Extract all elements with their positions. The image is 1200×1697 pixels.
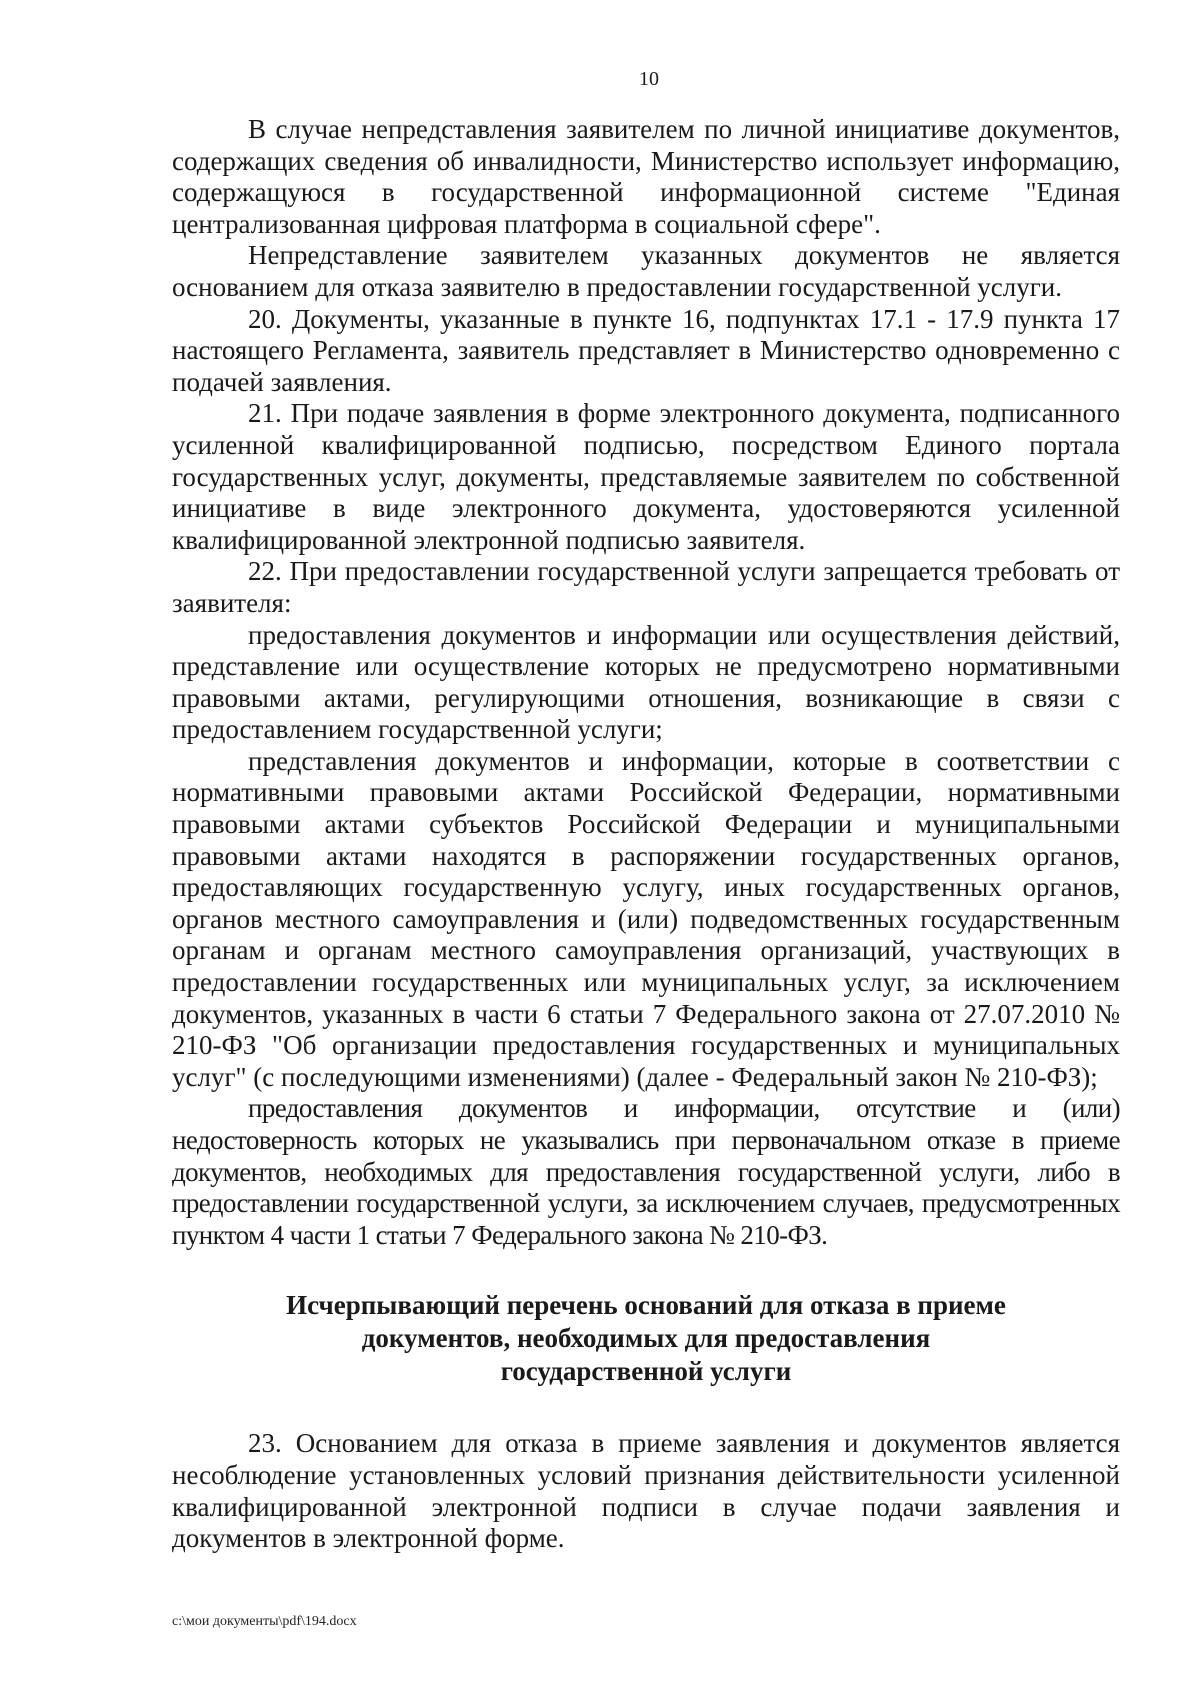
- paragraph-22: 22. При предоставлении государственной услуги запрещается требовать от заявителя:: [172, 556, 1120, 618]
- page-number: 10: [639, 68, 659, 90]
- paragraph-20: 20. Документы, указанные в пункте 16, подпунктах 17.1 - 17.9 пункта 17 настоящего Регламента, заявитель представляет в Министерство одновременно с подачей заявления.: [172, 303, 1120, 397]
- section-heading-line: государственной услуги: [500, 1356, 792, 1387]
- file-path-footer: c:\мои документы\pdf\194.docx: [172, 1614, 357, 1629]
- document-body: [172, 114, 1120, 1555]
- paragraph-22-item-2: представления документов и информации, которые в соответствии с нормативными правовыми актами Российской Федерации, нормативными правовыми актами субъектов Российской Федерации и муниципальными правовыми актами находятся в распоряжении государственных органов, предоставляющих государственную услугу, иных государственных органов, органов местного самоуправления и (или) подведомственных государственным органам и органам местного самоуправления организаций, участвующих в предоставлении государственных или муниципальных услуг, за исключением документов, указанных в части 6 статьи 7 Федерального закона от 27.07.2010 № 210-ФЗ "Об организации предоставления государственных и муниципальных услуг" (с последующими изменениями) (далее - Федеральный закон № 210-ФЗ);: [172, 745, 1120, 1092]
- paragraph-22-item-3: предоставления документов и информации, отсутствие и (или) недостоверность которых не указывались при первоначальном отказе в приеме документов, необходимых для предоставления государственной услуги, либо в предоставлении государственной услуги, за исключением случаев, предусмотренных пунктом 4 части 1 статьи 7 Федерального закона № 210-ФЗ.: [172, 1093, 1120, 1250]
- paragraph-non-submission: Непредставление заявителем указанных документов не является основанием для отказа заявителю в предоставлении государственной услуги.: [172, 240, 1120, 302]
- paragraph-23: 23. Основанием для отказа в приеме заявления и документов является несоблюдение установленных условий признания действительности усиленной квалифицированной электронной подписи в случае подачи заявления и документов в электронной форме.: [172, 1428, 1120, 1554]
- paragraph-disability-info: В случае непредставления заявителем по личной инициативе документов, содержащих сведения об инвалидности, Министерство использует информацию, содержащуюся в государственной информационной системе "Единая централизованная цифровая платформа в социальной сфере".: [172, 114, 1120, 239]
- paragraph-22-item-1: предоставления документов и информации или осуществления действий, представление или осуществление которых не предусмотрено нормативными правовыми актами, регулирующими отношения, возникающие в связи с предоставлением государственной услуги;: [172, 619, 1120, 745]
- paragraph-21: 21. При подаче заявления в форме электронного документа, подписанного усиленной квалифицированной подписью, посредством Единого портала государственных услуг, документы, представляемые заявителем по собственной инициативе в виде электронного документа, удостоверяются усиленной квалифицированной электронной подписью заявителя.: [172, 398, 1120, 555]
- section-heading-line: Исчерпывающий перечень оснований для отказа в приеме: [286, 1290, 1006, 1321]
- section-heading: [172, 1289, 1120, 1388]
- section-heading-line: документов, необходимых для предоставления: [361, 1323, 931, 1354]
